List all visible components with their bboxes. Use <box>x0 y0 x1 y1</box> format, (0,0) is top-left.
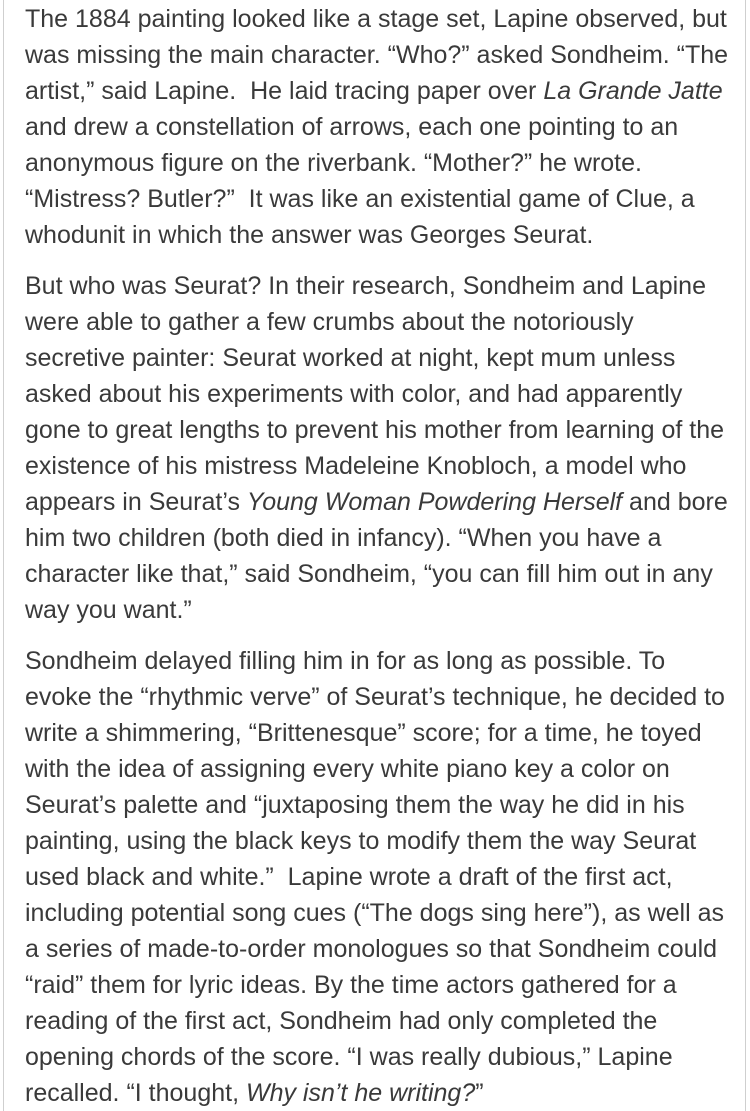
text-run: and bore him two children (both died in infancy). “When you have a character like that,” said Sondheim, “you can fill him out in any way you want.” <box>25 488 735 624</box>
text-run: ” <box>475 1079 484 1107</box>
article-body <box>25 1 735 1111</box>
text-run: The 1884 painting looked like a stage set, Lapine observed, but was missing the main character. “Who?” asked Sondheim. “The artist,” said Lapine. He laid tracing paper over <box>25 5 736 105</box>
artwork-title: La Grande Jatte <box>543 77 723 105</box>
paragraph-3 <box>25 643 735 1111</box>
paragraph-2 <box>25 268 735 628</box>
article-page <box>3 0 746 1111</box>
text-run: Sondheim delayed filling him in for as long as possible. To evoke the “rhythmic verve” of Seurat’s technique, he decided to write a shimmering, “Brittenesque” score; for a time, he toyed with the idea of assigning every white piano key a color on Seurat’s palette and “juxtaposing them the way he did in his painting, using the black keys to modify them the way Seurat used black and white.” Lapine wrote a draft of the first act, including potential song cues (“The dogs sing here”), as well as a series of made-to-order monologues so that Sondheim could “raid” them for lyric ideas. By the time actors gathered for a reading of the first act, Sondheim had only completed the opening chords of the score. “I was really dubious,” Lapine recalled. “I thought, <box>25 647 732 1107</box>
text-run: But who was Seurat? In their research, Sondheim and Lapine were able to gather a few crumbs about the notoriously secretive painter: Seurat worked at night, kept mum unless asked about his experiments with color, and had apparently gone to great lengths to prevent his mother from learning of the existence of his mistress Madeleine Knobloch, a model who appears in Seurat’s <box>25 272 731 516</box>
paragraph-1 <box>25 1 735 253</box>
quoted-thought: Why isn’t he writing? <box>245 1079 476 1107</box>
text-run: and drew a constellation of arrows, each one pointing to an anonymous figure on the riverbank. “Mother?” he wrote. “Mistress? Butler?” It was like an existential game of Clue, a whodunit in which the answer was Georges Seurat. <box>25 77 730 249</box>
artwork-title: Young Woman Powdering Herself <box>246 488 623 516</box>
